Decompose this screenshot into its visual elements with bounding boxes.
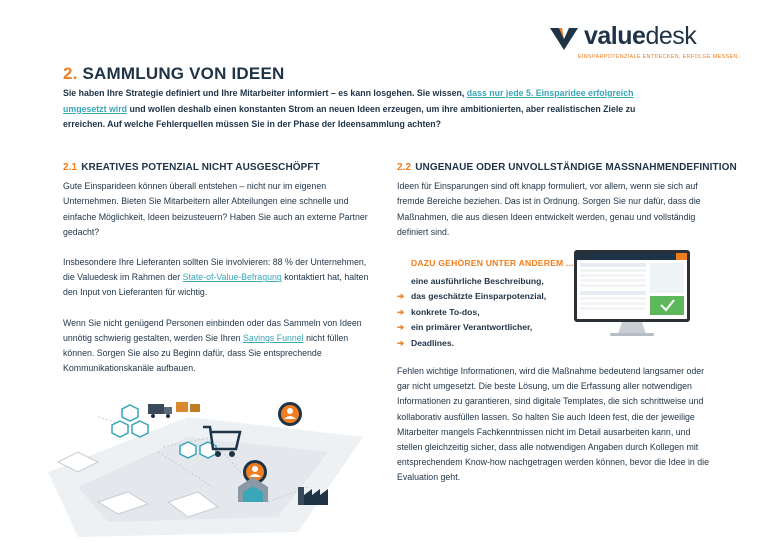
state-of-value-link[interactable]: State-of-Value-Befragung [182, 272, 282, 283]
logo-wordmark: valuedesk [584, 22, 697, 50]
section-paragraph: Insbesondere Ihre Lieferanten sollten Sie involvieren: 88 % der Unternehmen, die Valuedesk im Rahmen der State-of-Value-Befragung kontaktiert hat, halten den Input von Lieferanten für wichtig. [63, 257, 369, 298]
arrow-right-icon: ➔ [397, 322, 405, 333]
list-item: ➔ ein primärer Verantwortlicher, [397, 320, 567, 336]
intro-paragraph [63, 86, 663, 133]
page-title-number: 2. [63, 64, 78, 83]
arrow-right-icon: ➔ [397, 291, 405, 302]
page-title [63, 64, 284, 84]
section-paragraph: Fehlen wichtige Informationen, wird die Maßnahme bedeutend langsamer oder gar nicht umgesetzt. Die beste Lösung, um die Erfassung aller notwendigen Informationen zu garantieren, sind digitale Templates, die sich schrittweise und kollaborativ ausfüllen lassen. So halten Sie auch Ideen fest, die der jeweilige Mitarbeiter mangels Fachkenntnissen nicht im Detail ausarbeiten kann, und stellen gleichzeitig sicher, dass alle notwendigen Angaben durch Kollegen mit entsprechendem Know-how nachgetragen werden können, bevor die Idee in die Evaluation geht. [397, 366, 710, 483]
intro-text-2: und wollen deshalb einen konstanten Strom an neuen Ideen erzeugen, um ihre ambitionierten, aber realistischen Ziele zu erreichen. Auf welche Fehlerquellen müssen Sie in der Phase der Ideensammlung achten? [63, 103, 636, 129]
valuedesk-logo [550, 22, 740, 64]
logo-tagline: EINSPARPOTENZIALE ENTDECKEN, ERFOLGE MESSEN. [578, 54, 740, 60]
list-item: ➔ Deadlines. [397, 336, 567, 352]
success-rate-link[interactable]: dass nur jede 5. Einsparidee erfolgreich umgesetzt wird [63, 88, 634, 114]
section-title: KREATIVES POTENZIAL NICHT AUSGESCHÖPFT [81, 162, 320, 173]
arrow-right-icon: ➔ [397, 306, 405, 317]
section-number: 2.1 [63, 162, 78, 173]
list-item: ➔ konkrete To-dos, [397, 305, 567, 321]
section-paragraph: Wenn Sie nicht genügend Personen einbinden oder das Sammeln von Ideen unnötig schwierig gestalten, werden Sie Ihren Savings Funnel nicht füllen können. Sorgen Sie also zu Beginn dafür, dass Sie entsprechende Kommunikationskanäle aufbauen. [63, 317, 362, 374]
section-paragraph: Ideen für Einsparungen sind oft knapp formuliert, vor allem, wenn sie sich auf fremde Bereiche beziehen. Das ist in Ordnung. Sorgen Sie nur dafür, dass die Maßnahmen, die aus diesen Ideen entwickelt werden, genau und vollständig definiert sind. [397, 181, 701, 237]
section-paragraph: Gute Einsparideen können überall entstehen – nicht nur im eigenen Unternehmen. Bieten Sie Mitarbeitern aller Abteilungen eine schnelle und einfache Möglichkeit, Ideen beizusteuern? Haben Sie auch an externe Partner gedacht? [63, 181, 368, 237]
requirements-list [397, 256, 574, 352]
arrow-right-icon: ➔ [397, 337, 405, 348]
section-number: 2.2 [397, 162, 412, 173]
section-title: UNGENAUE ODER UNVOLLSTÄNDIGE MASSNAHMENDEFINITION [415, 162, 737, 173]
page-title-text: SAMMLUNG VON IDEEN [82, 64, 285, 83]
savings-funnel-link[interactable]: Savings Funnel [242, 332, 304, 343]
intro-text-1: Sie haben Ihre Strategie definiert und Ihre Mitarbeiter informiert – es kann losgehen. Sie wissen, [63, 88, 465, 98]
section-heading [397, 160, 737, 175]
valuedesk-logo-mark-icon [550, 26, 578, 50]
supply-chain-map-illustration [38, 392, 368, 542]
list-item: eine ausführliche Beschreibung, [411, 275, 544, 286]
section-creative-potential [63, 160, 378, 391]
requirements-list-heading: DAZU GEHÖREN UNTER ANDEREM ... [411, 258, 574, 268]
monitor-app-illustration [572, 248, 692, 338]
section-heading [63, 160, 378, 175]
section-measure-definition [397, 160, 737, 255]
list-item: ➔ das geschätzte Einsparpotenzial, [397, 289, 567, 305]
